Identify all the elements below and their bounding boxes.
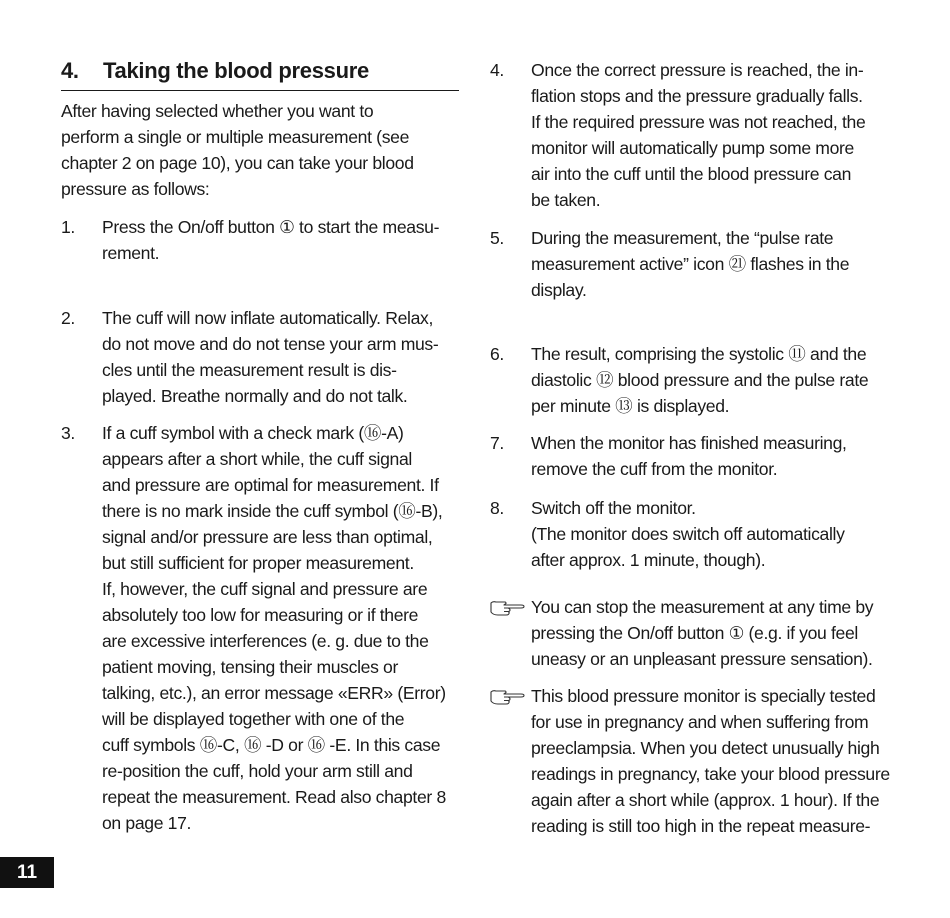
step-line: During the measurement, the “pulse rate (531, 228, 834, 248)
step-line: flation stops and the pressure gradually falls. (531, 86, 863, 106)
page-number-badge (0, 857, 54, 888)
note-line: uneasy or an unpleasant pressure sensation). (531, 649, 873, 669)
step-line: If the required pressure was not reached, the (531, 112, 866, 132)
step-line: will be displayed together with one of the (102, 709, 405, 729)
step-line: per minute ⑬ is displayed. (531, 396, 730, 416)
step-text (531, 495, 845, 573)
step-line: talking, etc.), an error message «ERR» (Error) (102, 683, 446, 703)
step-text (102, 420, 446, 836)
step-line: but still sufficient for proper measurement. (102, 553, 414, 573)
step-number: 7. (490, 433, 504, 453)
pointing-hand-icon (490, 599, 526, 617)
step-line: patient moving, tensing their muscles or (102, 657, 398, 677)
step-line: If a cuff symbol with a check mark (⑯-A) (102, 423, 404, 443)
step-text (102, 305, 438, 409)
step-line: appears after a short while, the cuff signal (102, 449, 412, 469)
step-line: after approx. 1 minute, though). (531, 550, 766, 570)
step-line: air into the cuff until the blood pressure can (531, 164, 852, 184)
step-line: re-position the cuff, hold your arm still and (102, 761, 413, 781)
note-line: reading is still too high in the repeat measure- (531, 816, 871, 836)
step-number: 4. (490, 60, 504, 80)
step-text (531, 225, 849, 303)
intro-line: perform a single or multiple measurement (see (61, 127, 410, 147)
step-line: Switch off the monitor. (531, 498, 696, 518)
step-line: do not move and do not tense your arm mus- (102, 334, 439, 354)
step-line: repeat the measurement. Read also chapter 8 (102, 787, 446, 807)
step-line: and pressure are optimal for measurement. If (102, 475, 439, 495)
section-title: Taking the blood pressure (103, 58, 369, 83)
step-number: 6. (490, 344, 504, 364)
step-line: The cuff will now inflate automatically. Relax, (102, 308, 434, 328)
step-number: 1. (61, 217, 75, 237)
step-line: absolutely too low for measuring or if there (102, 605, 419, 625)
step-line: When the monitor has finished measuring, (531, 433, 847, 453)
step-text (531, 341, 868, 419)
step-line: measurement active” icon ㉑ flashes in the (531, 254, 850, 274)
step-number: 5. (490, 228, 504, 248)
step-text (102, 214, 439, 266)
note-line: pressing the On/off button ① (e.g. if you feel (531, 623, 858, 643)
step-line: cles until the measurement result is dis- (102, 360, 397, 380)
step-line: (The monitor does switch off automatically (531, 524, 845, 544)
note-text (531, 683, 890, 839)
intro-line: After having selected whether you want to (61, 101, 374, 121)
step-line: are excessive interferences (e. g. due to the (102, 631, 429, 651)
note-line: for use in pregnancy and when suffering from (531, 712, 869, 732)
step-line: display. (531, 280, 587, 300)
page-number: 11 (16, 861, 38, 883)
step-line: The result, comprising the systolic ⑪ and the (531, 344, 867, 364)
step-number: 3. (61, 423, 75, 443)
step-line: played. Breathe normally and do not talk. (102, 386, 408, 406)
note-line: again after a short while (approx. 1 hour). If the (531, 790, 880, 810)
step-line: on page 17. (102, 813, 192, 833)
step-line: remove the cuff from the monitor. (531, 459, 778, 479)
step-line: diastolic ⑫ blood pressure and the pulse rate (531, 370, 869, 390)
step-number: 8. (490, 498, 504, 518)
step-line: Once the correct pressure is reached, the in- (531, 60, 864, 80)
note-line: This blood pressure monitor is specially tested (531, 686, 876, 706)
note-line: You can stop the measurement at any time by (531, 597, 874, 617)
step-text (531, 430, 847, 482)
note-line: readings in pregnancy, take your blood pressure (531, 764, 890, 784)
step-line: monitor will automatically pump some more (531, 138, 854, 158)
section-number: 4. (61, 58, 79, 83)
note-text (531, 594, 873, 672)
step-number: 2. (61, 308, 75, 328)
step-text (531, 57, 865, 213)
note-line: preeclampsia. When you detect unusually high (531, 738, 880, 758)
step-line: Press the On/off button ① to start the measu- (102, 217, 440, 237)
intro-line: chapter 2 on page 10), you can take your blood (61, 153, 414, 173)
intro-line: pressure as follows: (61, 179, 210, 199)
pointing-hand-icon (490, 688, 526, 706)
step-line: there is no mark inside the cuff symbol (⑯-B), (102, 501, 443, 521)
step-line: If, however, the cuff signal and pressure are (102, 579, 428, 599)
step-line: cuff symbols ⑯-C, ⑯ -D or ⑯ -E. In this case (102, 735, 441, 755)
step-line: be taken. (531, 190, 601, 210)
step-line: signal and/or pressure are less than optimal, (102, 527, 433, 547)
section-heading (61, 58, 459, 91)
intro-paragraph (61, 98, 414, 202)
step-line: rement. (102, 243, 160, 263)
